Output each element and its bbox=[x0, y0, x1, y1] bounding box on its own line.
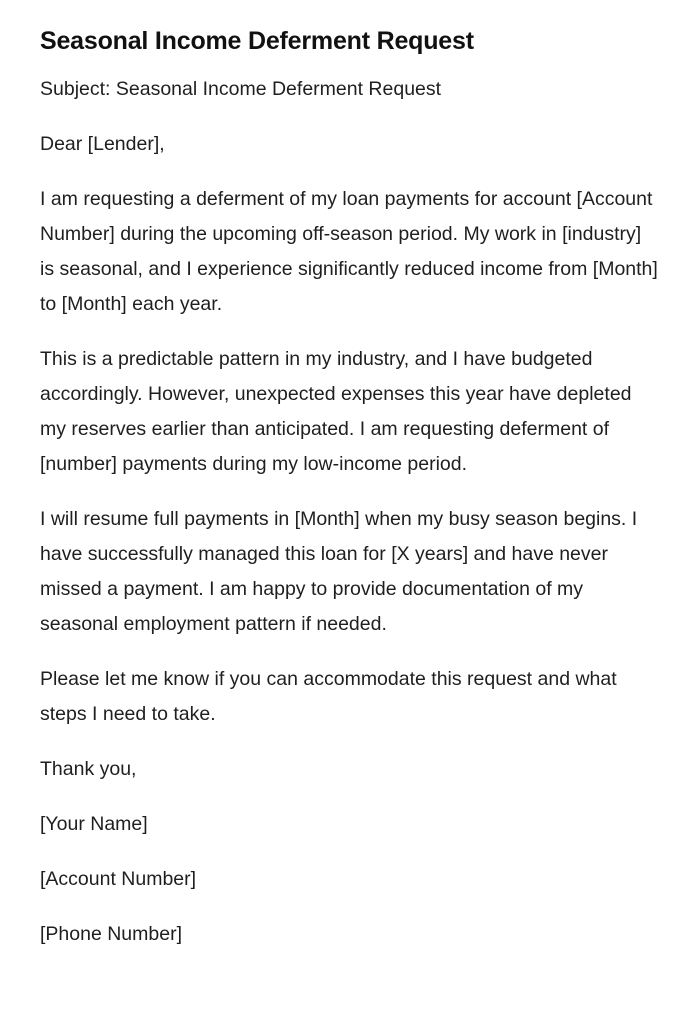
closing: Thank you, bbox=[40, 758, 137, 780]
subject-line: Subject: Seasonal Income Deferment Request bbox=[40, 78, 442, 100]
document-title: Seasonal Income Deferment Request bbox=[40, 27, 474, 55]
signature-name: [Your Name] bbox=[40, 813, 148, 835]
body-paragraph-2: This is a predictable pattern in my industry, and I have budgeted accordingly. However, unexpected expenses this year have depleted my reserves earlier than anticipated. I am requesting deferment of [number] payments during my low-income period. bbox=[40, 348, 632, 475]
body-paragraph-4: Please let me know if you can accommodate this request and what steps I need to take. bbox=[40, 668, 617, 725]
letter-page bbox=[40, 24, 660, 972]
body-paragraph-3: I will resume full payments in [Month] when my busy season begins. I have successfully managed this loan for [X years] and have never missed a payment. I am happy to provide documentation of my seasonal employment pattern if needed. bbox=[40, 508, 638, 635]
salutation: Dear [Lender], bbox=[40, 133, 165, 155]
signature-account: [Account Number] bbox=[40, 868, 197, 890]
signature-phone: [Phone Number] bbox=[40, 923, 182, 945]
body-paragraph-1: I am requesting a deferment of my loan payments for account [Account Number] during the upcoming off-season period. My work in [industry] is seasonal, and I experience significantly reduced income from [Month] to [Month] each year. bbox=[40, 188, 658, 315]
